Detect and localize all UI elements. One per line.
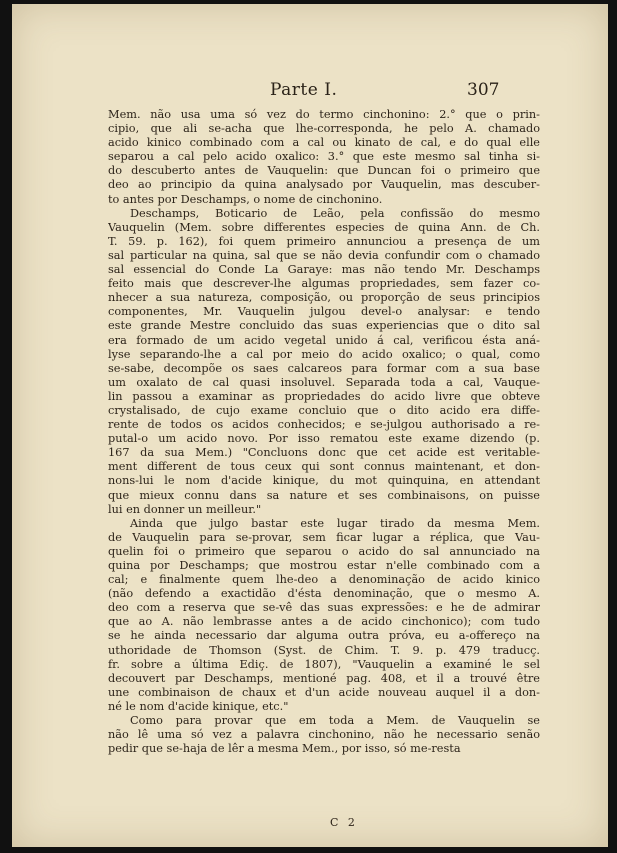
text-line: Deschamps, Boticario de Leão, pela confissão do mesmo xyxy=(130,206,540,220)
text-line: se-sabe, decompõe os saes calcareos para formar com a sua base xyxy=(108,361,540,375)
text-line: um oxalato de cal quasi insoluvel. Separada toda a cal, Vauque- xyxy=(108,375,540,389)
text-line: que mieux connu dans sa nature et ses combinaisons, on puisse xyxy=(108,488,540,502)
text-line: não lê uma só vez a palavra cinchonino, não he necessario senão xyxy=(108,728,540,742)
text-line: quina por Deschamps; que mostrou estar n'elle combinado com a xyxy=(108,559,540,572)
text-line: ment different de tous ceux qui sont connus maintenant, et don- xyxy=(108,460,540,474)
text-line: do descuberto antes de Vauquelin: que Duncan foi o primeiro que xyxy=(108,164,540,178)
signature-mark: C 2 xyxy=(330,816,358,829)
body-text xyxy=(108,108,540,756)
text-line: de Vauquelin para se-provar, sem ficar lugar a réplica, que Vau- xyxy=(108,530,540,544)
text-line: fr. sobre a última Ediç. de 1807), "Vauquelin a examiné le sel xyxy=(108,657,540,671)
text-line: Ainda que julgo bastar este lugar tirado da mesma Mem. xyxy=(130,516,540,530)
text-line: cal; e finalmente quem lhe-deo a denominação de acido kinico xyxy=(108,573,540,587)
text-line: feito mais que descrever-lhe algumas propriedades, sem fazer co- xyxy=(108,277,540,291)
text-line: to antes por Deschamps, o nome de cinchonino. xyxy=(108,192,383,206)
text-line: lui en donner un meilleur." xyxy=(108,502,262,516)
text-line: crystalisado, de cujo exame concluio que o dito acido era diffe- xyxy=(108,403,540,417)
text-line: separou a cal pelo acido oxalico: 3.° que este mesmo sal tinha si- xyxy=(108,150,540,164)
text-line: rente de todos os acidos conhecidos; e se-julgou authorisado a re- xyxy=(108,418,540,432)
text-line: sal particular na quina, sal que se não devia confundir com o chamado xyxy=(108,248,540,262)
text-line: (não defendo a exactidão d'ésta denominação, que o mesmo A. xyxy=(108,587,540,601)
page-header xyxy=(12,80,608,104)
page-number: 307 xyxy=(467,80,500,100)
text-line: componentes, Mr. Vauquelin julgou devel-o analysar: e tendo xyxy=(108,305,540,319)
text-line: quelin foi o primeiro que separou o acido do sal annunciado na xyxy=(108,544,540,558)
text-line: né le nom d'acide kinique, etc." xyxy=(108,699,289,713)
text-line: deo ao principio da quina analysado por Vauquelin, mas descuber- xyxy=(108,178,540,192)
text-line: putal-o um acido novo. Por isso rematou este exame dizendo (p. xyxy=(108,432,540,446)
text-line: uthoridade de Thomson (Syst. de Chim. T. 9. p. 479 traducç. xyxy=(108,643,540,657)
text-line: se he ainda necessario dar alguma outra próva, eu a-offereço na xyxy=(108,629,540,643)
text-line: une combinaison de chaux et d'un acide nouveau auquel il a don- xyxy=(108,685,540,699)
text-line: era formado de um acido vegetal unido á cal, verificou ésta aná- xyxy=(108,333,540,347)
text-line: pedir que se-haja de lêr a mesma Mem., por isso, só me-resta xyxy=(108,742,461,756)
text-line: sal essencial do Conde La Garaye: mas não tendo Mr. Deschamps xyxy=(108,263,540,277)
text-line: nons-lui le nom d'acide kinique, du mot quinquina, en attendant xyxy=(108,474,540,488)
text-line: este grande Mestre concluido das suas experiencias que o dito sal xyxy=(108,319,540,333)
text-line: lin passou a examinar as propriedades do acido livre que obteve xyxy=(108,389,540,403)
text-line: lyse separando-lhe a cal por meio do acido oxalico; o qual, como xyxy=(108,347,540,361)
text-line: cipio, que ali se-acha que lhe-corresponda, he pelo A. chamado xyxy=(108,122,540,136)
text-line: Como para provar que em toda a Mem. de Vauquelin se xyxy=(130,714,540,728)
running-head: Parte I. xyxy=(270,80,338,100)
text-line: acido kinico combinado com a cal ou kinato de cal, e do qual elle xyxy=(108,136,540,150)
book-page xyxy=(12,4,608,847)
text-line: Vauquelin (Mem. sobre differentes especies de quina Ann. de Ch. xyxy=(108,220,540,234)
text-line: Mem. não usa uma só vez do termo cinchonino: 2.° que o prin- xyxy=(108,108,540,121)
text-line: decouvert par Deschamps, mentioné pag. 408, et il a trouvé être xyxy=(108,671,540,685)
text-line: nhecer a sua natureza, composição, ou proporção de seus principios xyxy=(108,291,540,305)
text-line: T. 59. p. 162), foi quem primeiro annunciou a presença de um xyxy=(108,234,540,248)
text-line: deo com a reserva que se-vê das suas expressões: e he de admirar xyxy=(108,601,540,615)
text-line: 167 da sua Mem.) "Concluons donc que cet acide est veritable- xyxy=(108,446,540,460)
text-line: que ao A. não lembrasse antes a de acido cinchonico); com tudo xyxy=(108,615,540,629)
